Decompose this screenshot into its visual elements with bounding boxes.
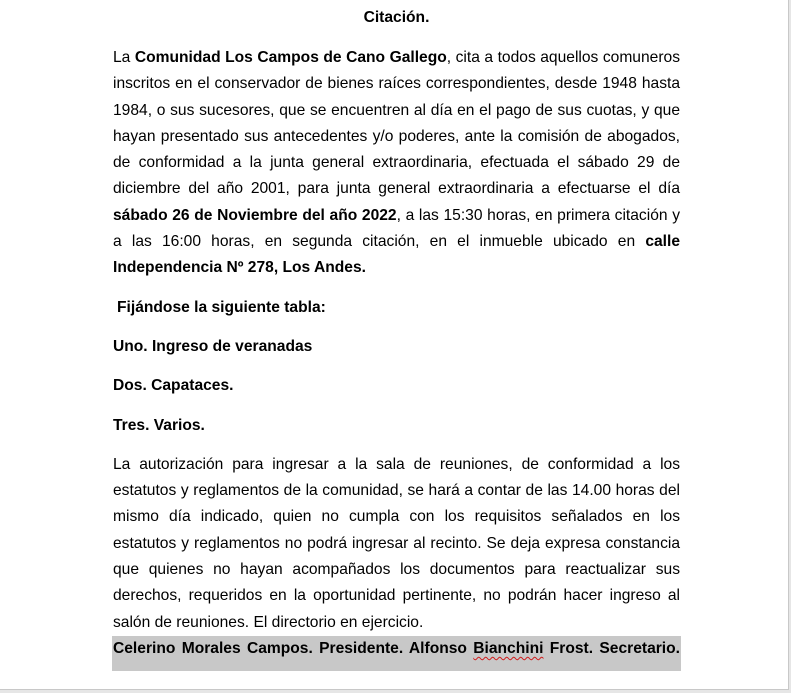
document-title: Citación. — [363, 9, 430, 26]
meeting-address: calle Independencia Nº 278, Los Andes. — [113, 233, 680, 277]
convocation-paragraph — [113, 45, 680, 282]
signature-text: Celerino Morales Campos. Presidente. Alfonso — [113, 639, 474, 657]
access-paragraph: La autorización para ingresar a la sala de reuniones, de conformidad a los estatutos y reglamentos de la comunidad, se hará a contar de las 14.00 horas del mismo día indicado, quien no cumpla con los requisitos señalados en los estatutos y reglamentos no podrá ingresar al recinto. Se deja expresa constancia que quienes no hayan acompañados los documentos para reactualizar sus derechos, requeridos en la oportunidad pertinente, no podrán hacer ingreso al salón de reuniones. El directorio en ejercicio. — [113, 455, 680, 631]
community-name: Comunidad Los Campos de Cano Gallego — [134, 49, 447, 66]
agenda-item: Dos. Capataces. — [113, 377, 234, 395]
text-run: , a las 15:30 horas, en primera citación y a las 16:00 horas, en segunda citación, en el inmueble ubicado en — [113, 206, 680, 251]
meeting-date: sábado 26 de Noviembre del año 2022 — [113, 206, 397, 224]
text-run: La — [113, 49, 135, 66]
agenda-item: Uno. Ingreso de veranadas — [113, 337, 313, 355]
document-body — [113, 5, 680, 671]
signature-line-selected[interactable] — [112, 636, 681, 671]
spellcheck-flagged-word[interactable]: Bianchini — [473, 639, 544, 657]
signature-text: Frost. Secretario. — [543, 639, 681, 657]
agenda-item: Tres. Varios. — [113, 416, 205, 434]
text-run: , cita a todos aquellos comuneros inscritos en el conservador de bienes raíces correspondientes, desde 1948 hasta 1984, o sus sucesores, que se encuentren al día en el pago de sus cuotas, y que hayan presentado sus antecedentes y/o poderes, ante la comisión de abogados, de conformidad a la junta general extraordinaria, efectuada el sábado 29 de diciembre del año 2001, para junta general extraordinaria a efectuarse el día — [113, 49, 680, 198]
agenda-heading: Fijándose la siguiente tabla: — [117, 298, 326, 316]
